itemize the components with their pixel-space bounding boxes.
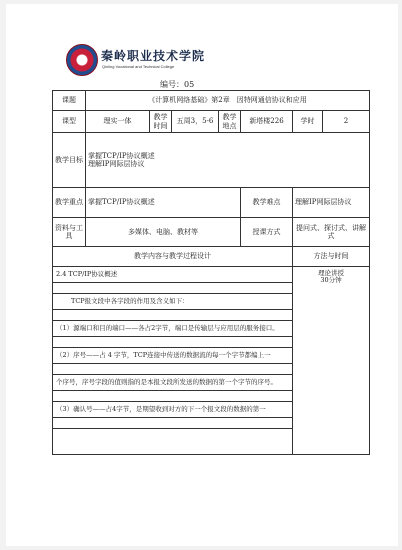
goal-label: 教学目标 [53, 133, 86, 188]
content-line: （2）序号——占 4 字节，TCP连接中传送的数据流的每一个字节都编上一 [53, 348, 292, 364]
content-line [53, 429, 292, 454]
topic-label: 课题 [53, 91, 86, 111]
logo-chinese-name: 秦岭职业技术学院 [101, 49, 206, 63]
content-line: （3）确认号——占4字节，是期望收到对方的下一个报文段的数据的第一 [53, 402, 292, 418]
content-line [53, 364, 292, 375]
method-label: 授课方式 [241, 218, 293, 247]
time-label: 教学时间 [150, 111, 172, 133]
college-logo [66, 42, 246, 82]
key-value: 掌握TCP/IP协议概述 [86, 188, 241, 218]
time-value: 五周3，5-6 [172, 111, 219, 133]
key-label: 教学重点 [53, 188, 86, 218]
process-header: 教学内容与教学过程设计 [53, 247, 293, 267]
hours-value: 2 [323, 111, 370, 133]
content-line [53, 418, 292, 429]
logo-english-name: Qinling Vocational and Technical College [102, 64, 175, 69]
content-line: 个序号，序号字段的值则指的是本报文段所发送的数据的第一个字节的序号。 [53, 375, 292, 391]
content-line: （1）源端口和目的端口——各占2字节，端口是传输层与应用层的服务接口。 [53, 321, 292, 337]
difficult-value: 理解IP网际层协议 [293, 188, 370, 218]
content-line [53, 391, 292, 402]
process-content [53, 267, 293, 455]
college-seal-icon [66, 44, 98, 76]
goal-line: 掌握TCP/IP协议概述 [88, 151, 155, 160]
document-code: 编号：05 [160, 80, 195, 89]
resource-value: 多媒体、电脑、教材等 [86, 218, 241, 247]
hours-label: 学时 [293, 111, 323, 133]
type-value: 理实一体 [86, 111, 150, 133]
content-line: 2.4 TCP/IP协议概述 [53, 267, 292, 283]
topic-value: 《计算机网络基础》第2章 因特网通信协议和应用 [86, 91, 370, 111]
goal-value [86, 133, 370, 188]
type-label: 课型 [53, 111, 86, 133]
lesson-plan-table [52, 90, 370, 455]
method-time-note: 理论讲授 30分钟 [293, 267, 370, 455]
method-value: 提问式、探讨式、讲解式 [293, 218, 370, 247]
content-line: TCP报文段中各字段的作用及含义如下： [53, 294, 292, 310]
content-line [53, 283, 292, 294]
place-value: 新塔楼226 [241, 111, 293, 133]
difficult-label: 教学难点 [241, 188, 293, 218]
content-line [53, 310, 292, 321]
time-method-header: 方法与时间 [293, 247, 370, 267]
place-label: 教学地点 [219, 111, 241, 133]
content-line [53, 337, 292, 348]
goal-line: 理解IP网际层协议 [88, 160, 145, 168]
resource-label: 资料与工具 [53, 218, 86, 247]
